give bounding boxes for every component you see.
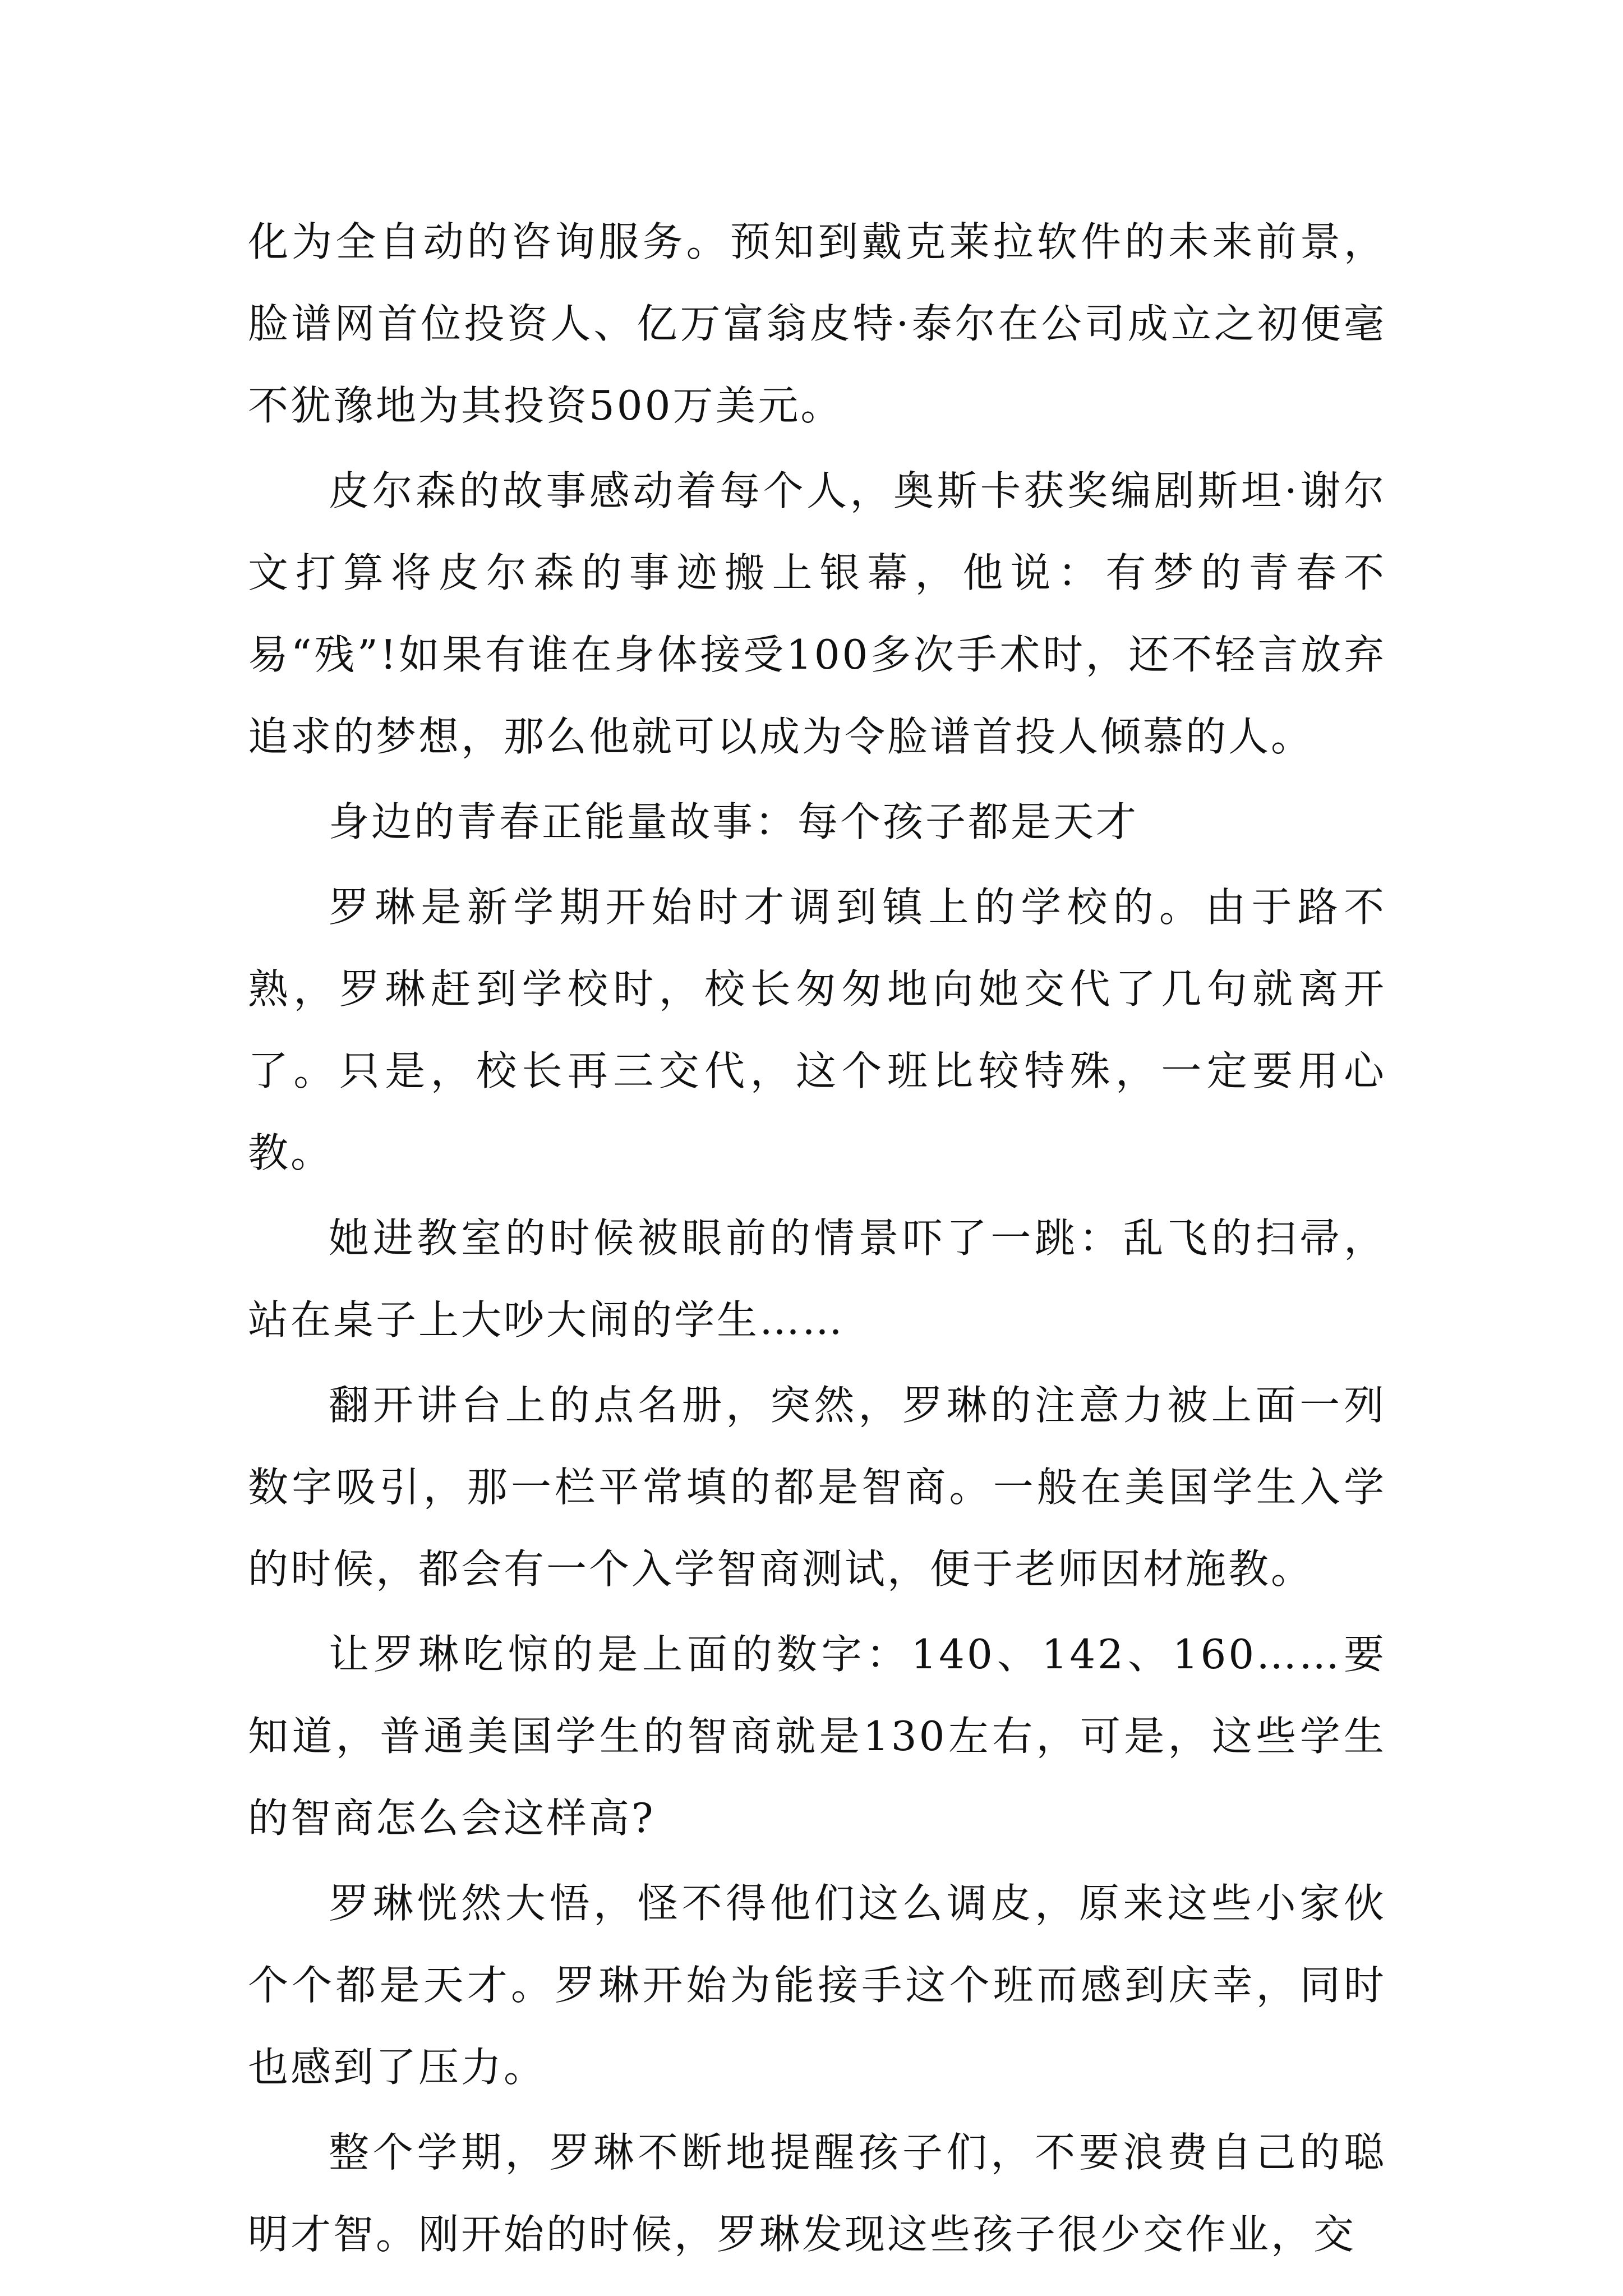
paragraph-4: 她进教室的时候被眼前的情景吓了一跳：乱飞的扫帚，站在桌子上大吵大闹的学生……	[248, 1214, 1386, 1343]
paragraph-5: 翻开讲台上的点名册，突然，罗琳的注意力被上面一列数字吸引，那一栏平常填的都是智商。一般在美国学生入学的时候，都会有一个入学智商测试，便于老师因材施教。	[248, 1382, 1386, 1593]
paragraph-1: 化为全自动的咨询服务。预知到戴克莱拉软件的未来前景，脸谱网首位投资人、亿万富翁皮特·泰尔在公司成立之初便毫不犹豫地为其投资500万美元。	[248, 218, 1386, 429]
article-body	[248, 201, 1386, 2279]
section-heading: 身边的青春正能量故事：每个孩子都是天才	[329, 798, 1139, 845]
paragraph-6: 让罗琳吃惊的是上面的数字：140、142、160……要知道，普通美国学生的智商就是130左右，可是，这些学生的智商怎么会这样高?	[248, 1631, 1386, 1842]
paragraph-8: 整个学期，罗琳不断地提醒孩子们，不要浪费自己的聪明才智。刚开始的时候，罗琳发现这些孩子很少交作业，交	[248, 2129, 1386, 2258]
paragraph-3: 罗琳是新学期开始时才调到镇上的学校的。由于路不熟，罗琳赶到学校时，校长匆匆地向她交代了几句就离开了。只是，校长再三交代，这个班比较特殊，一定要用心教。	[248, 884, 1386, 1176]
paragraph-7: 罗琳恍然大悟，怪不得他们这么调皮，原来这些小家伙个个都是天才。罗琳开始为能接手这个班而感到庆幸，同时也感到了压力。	[248, 1880, 1386, 2091]
paragraph-2: 皮尔森的故事感动着每个人，奥斯卡获奖编剧斯坦·谢尔文打算将皮尔森的事迹搬上银幕，他说：有梦的青春不易“残”!如果有谁在身体接受100多次手术时，还不轻言放弃追求的梦想，那么他就可以成为令脸谱首投人倾慕的人。	[248, 467, 1386, 760]
